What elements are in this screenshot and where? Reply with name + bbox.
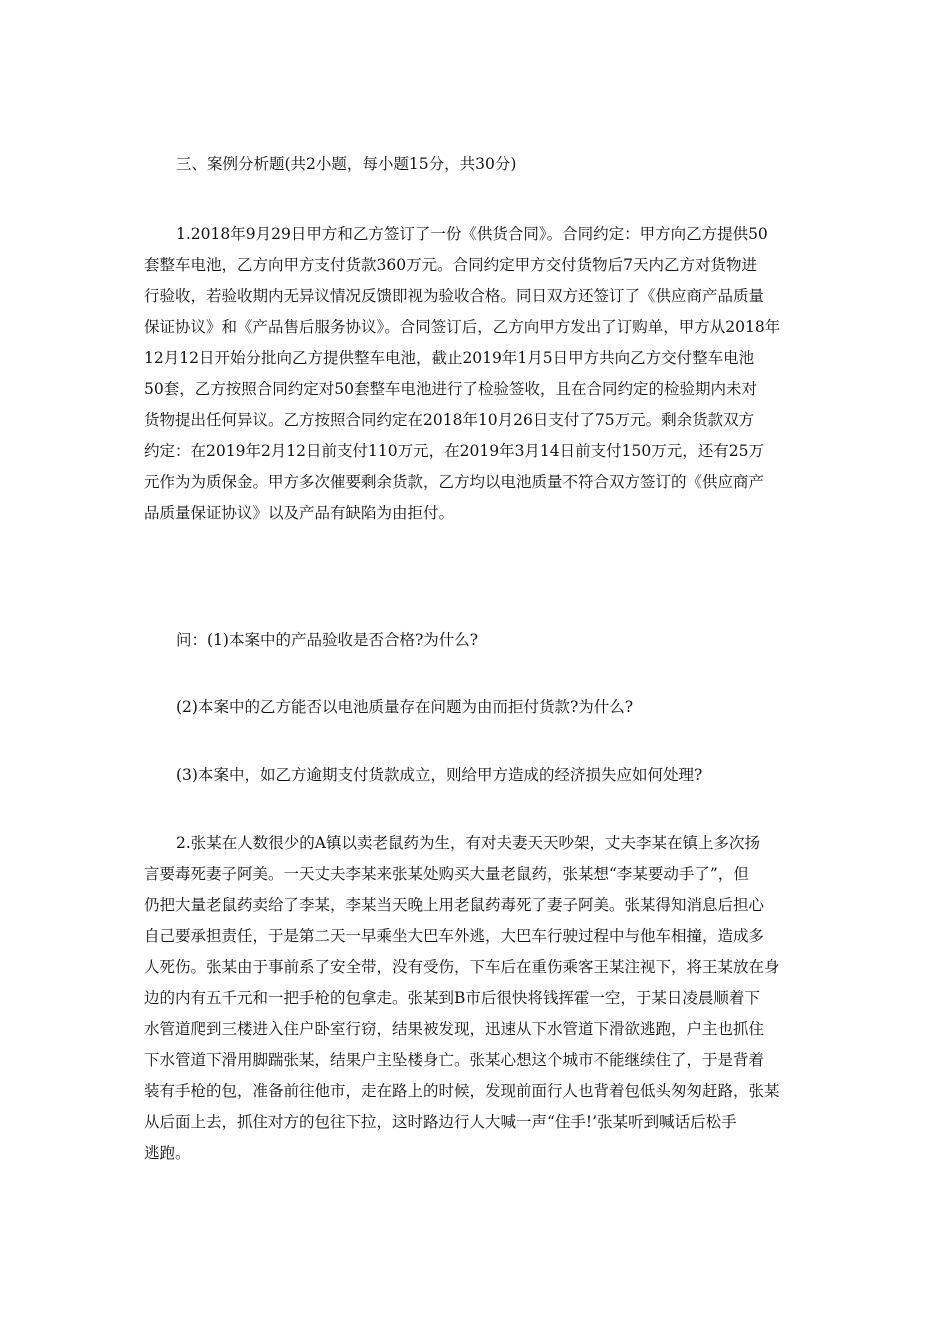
section-heading: 三、案例分析题(共2小题，每小题15分，共30分): [176, 155, 517, 173]
case1-line: 货物提出任何异议。乙方按照合同约定在2018年10月26日支付了75万元。剩余货款双方: [144, 411, 755, 429]
case1-line: 套整车电池，乙方向甲方支付货款360万元。合同约定甲方交付货物后7天内乙方对货物进: [144, 256, 757, 274]
case2-line: 从后面上去，抓住对方的包往下拉，这时路边行人大喊一声“住手!’张某听到喊话后松手: [144, 1113, 737, 1131]
case2-line: 逃跑。: [144, 1144, 191, 1162]
case2-line: 2.张某在人数很少的A镇以卖老鼠药为生，有对夫妻天天吵架，丈夫李某在镇上多次扬: [176, 834, 760, 852]
case2-line: 下水管道下滑用脚踹张某，结果户主坠楼身亡。张某心想这个城市不能继续住了，于是背着: [144, 1051, 765, 1069]
case1-line: 1.2018年9月29日甲方和乙方签订了一份《供货合同》。合同约定：甲方向乙方提供50: [176, 225, 768, 243]
case1-line: 50套，乙方按照合同约定对50套整车电池进行了检验签收，且在合同约定的检验期内未对: [144, 380, 757, 398]
case1-question-1: 问：(1)本案中的产品验收是否合格?为什么?: [176, 631, 479, 649]
case1-question-3: (3)本案中，如乙方逾期支付货款成立，则给甲方造成的经济损失应如何处理?: [176, 766, 703, 784]
case2-line: 仍把大量老鼠药卖给了李某，李某当天晚上用老鼠药毒死了妻子阿美。张某得知消息后担心: [144, 896, 765, 914]
case2-line: 装有手枪的包，准备前往他市，走在路上的时候，发现前面行人也背着包低头匆匆赶路，张某: [144, 1082, 780, 1100]
case2-line: 人死伤。张某由于事前系了安全带，没有受伤，下车后在重伤乘客王某注视下，将王某放在身: [144, 958, 780, 976]
case2-paragraph: [144, 828, 808, 1169]
case1-line: 保证协议》和《产品售后服务协议》。合同签订后，乙方向甲方发出了订购单，甲方从2018年: [144, 318, 781, 336]
case1-line: 元作为为质保金。甲方多次催要剩余货款，乙方均以电池质量不符合双方签订的《供应商产: [144, 473, 765, 491]
case1-question-2: (2)本案中的乙方能否以电池质量存在问题为由而拒付货款?为什么?: [176, 698, 634, 716]
case1-line: 约定：在2019年2月12日前支付110万元，在2019年3月14日前支付150万元，还有25万: [144, 442, 764, 460]
case1-paragraph: [144, 219, 808, 529]
case2-line: 言要毒死妻子阿美。一天丈夫李某来张某处购买大量老鼠药，张某想“李某要动手了”，但: [144, 865, 749, 883]
case2-line: 水管道爬到三楼进入住户卧室行窃，结果被发现，迅速从下水管道下滑欲逃跑，户主也抓住: [144, 1020, 765, 1038]
case2-line: 边的内有五千元和一把手枪的包拿走。张某到B市后很快将钱挥霍一空，于某日凌晨顺着下: [144, 989, 760, 1007]
case1-line: 行验收，若验收期内无异议情况反馈即视为验收合格。同日双方还签订了《供应商产品质量: [144, 287, 765, 305]
case1-line: 12月12日开始分批向乙方提供整车电池，截止2019年1月5日甲方共向乙方交付整车电池: [144, 349, 755, 367]
case1-line: 品质量保证协议》以及产品有缺陷为由拒付。: [144, 504, 455, 522]
case2-line: 自己要承担责任，于是第二天一早乘坐大巴车外逃，大巴车行驶过程中与他车相撞，造成多: [144, 927, 765, 945]
